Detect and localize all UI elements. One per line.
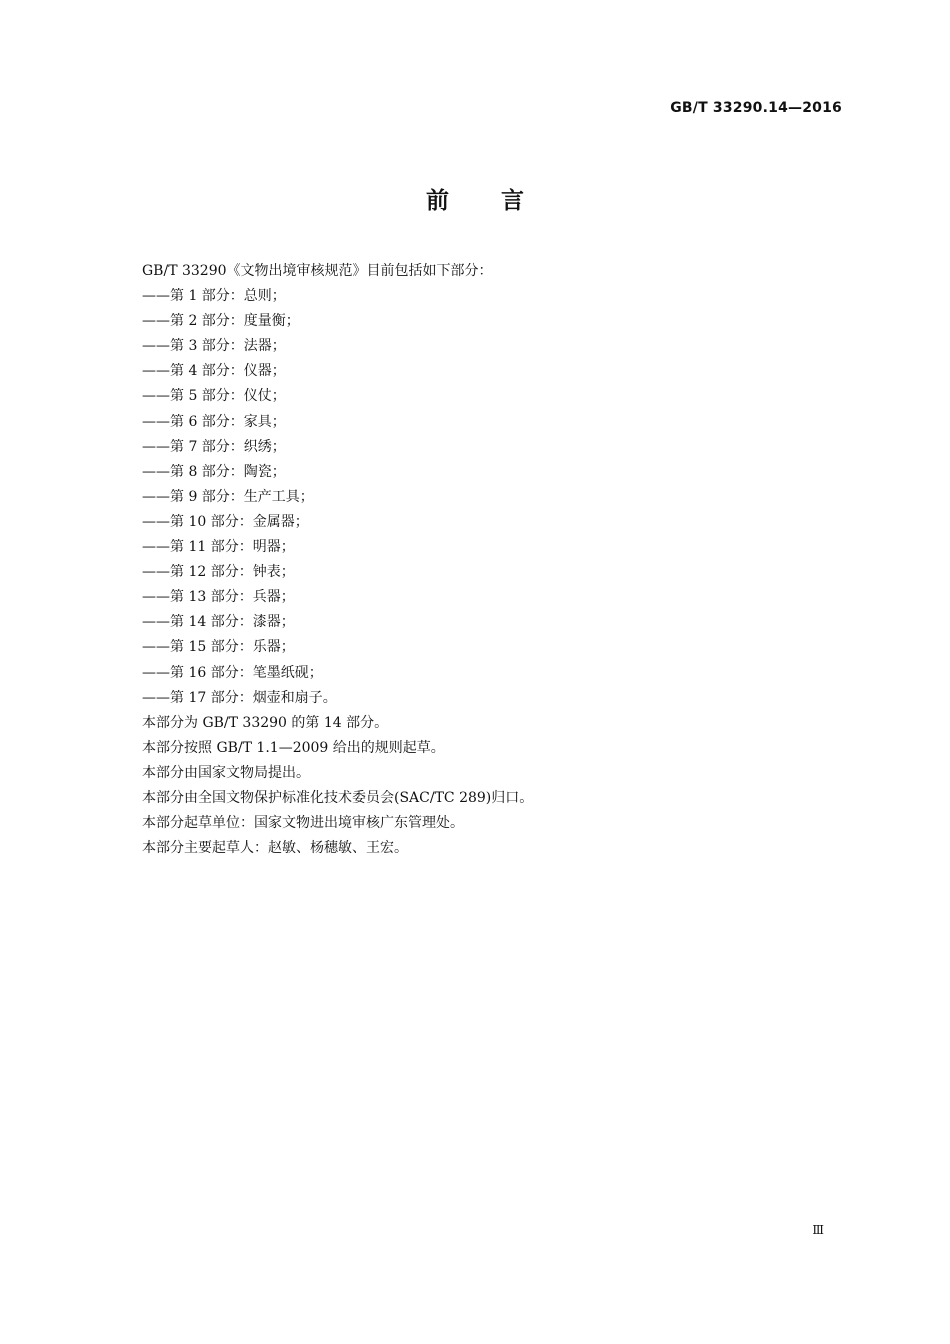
part-list-item: ——第 13 部分：兵器；	[142, 589, 295, 606]
part-list-item: ——第 11 部分：明器；	[142, 539, 295, 556]
part-list-item: ——第 5 部分：仪仗；	[142, 388, 286, 405]
page-number: Ⅲ	[812, 1223, 824, 1237]
intro-paragraph: GB/T 33290《文物出境审核规范》目前包括如下部分：	[142, 263, 493, 279]
part-list-item: ——第 9 部分：生产工具；	[142, 488, 314, 505]
part-list-item: ——第 6 部分：家具；	[142, 413, 286, 430]
statement-paragraph: 本部分由全国文物保护标准化技术委员会(SAC/TC 289)归口。	[142, 789, 534, 806]
part-list-item: ——第 7 部分：织绣；	[142, 438, 286, 455]
statement-paragraph: 本部分按照 GB/T 1.1—2009 给出的规则起草。	[142, 739, 445, 756]
part-list-item: ——第 1 部分：总则；	[142, 288, 286, 305]
part-list-item: ——第 10 部分：金属器；	[142, 513, 309, 530]
standard-code: GB/T 33290.14—2016	[670, 100, 842, 116]
part-list-item: ——第 3 部分：法器；	[142, 338, 286, 355]
part-list-item: ——第 15 部分：乐器；	[142, 639, 295, 656]
part-list-item: ——第 12 部分：钟表；	[142, 564, 295, 581]
part-list-item: ——第 16 部分：笔墨纸砚；	[142, 664, 323, 681]
document-body	[142, 259, 842, 861]
statement-paragraph: 本部分为 GB/T 33290 的第 14 部分。	[142, 714, 389, 731]
statement-paragraph: 本部分由国家文物局提出。	[142, 764, 310, 781]
statement-paragraph: 本部分主要起草人：赵敏、杨穗敏、王宏。	[142, 840, 408, 857]
page-title: 前言	[426, 188, 576, 214]
part-list-item: ——第 2 部分：度量衡；	[142, 313, 300, 330]
part-list-item: ——第 14 部分：漆器；	[142, 614, 295, 631]
part-list-item: ——第 4 部分：仪器；	[142, 363, 286, 380]
part-list-item: ——第 17 部分：烟壶和扇子。	[142, 689, 337, 706]
statement-paragraph: 本部分起草单位：国家文物进出境审核广东管理处。	[142, 815, 464, 832]
part-list-item: ——第 8 部分：陶瓷；	[142, 463, 286, 480]
